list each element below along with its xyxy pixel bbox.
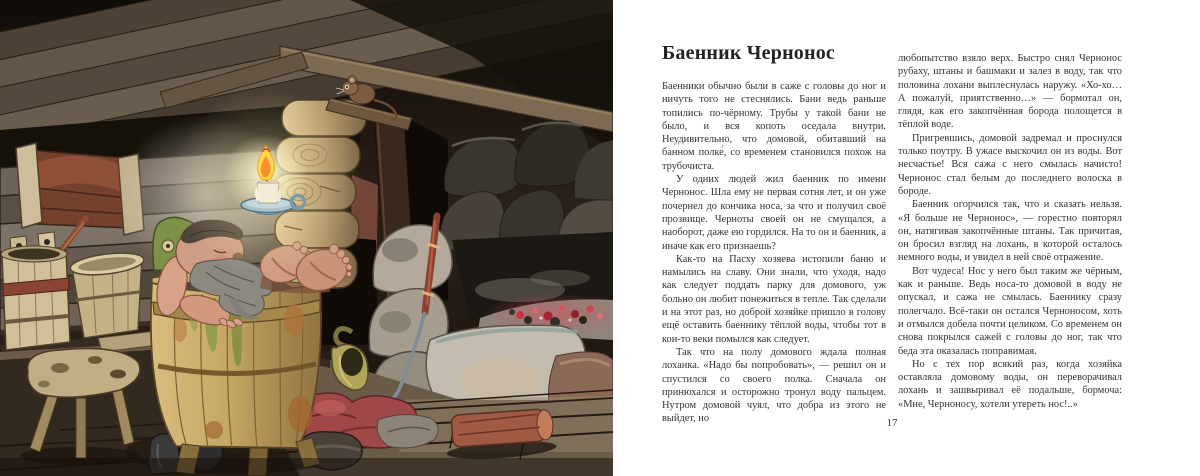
paragraph: Так что на полу домового ждала полная лоханка. «Надо бы попробовать», — решил он и спустился со своего полка. Сначала он принюхался и осторожно тронул воду пальцем. Нутром домовой чуял, что добра из этого не выйдет, но	[662, 346, 886, 425]
text-column-1	[662, 42, 886, 426]
story-title: Баенник Чернонос	[662, 42, 835, 64]
page-number: 17	[886, 417, 898, 429]
text-column-2	[898, 52, 1122, 411]
text-page	[613, 0, 1200, 476]
paragraph: Но с тех пор всякий раз, когда хозяйка оставляла домовому воды, он переворачивал лохань и зашвыривал её подальше, бормоча: «Мне, Черноносу, хотели утереть нос!..»	[898, 358, 1122, 410]
paragraph: любопытство взяло верх. Быстро снял Чернонос рубаху, штаны и башмаки и залез в воду, так что половина лохани выплеснулась наружу. «Хо-хо… А пожалуй, приятственно…» — бормотал он, глядя, как его закопчённая борода полощется в тёплой воде.	[898, 53, 1122, 131]
paragraph: Пригревшись, домовой задремал и проснулся только поутру. В ужасе выскочил он из воды. Вот несчастье! Вся сажа с него смылась начисто! Чернонос стал белым до последнего волоска в бороде.	[898, 132, 1122, 197]
paragraph: Вот чудеса! Нос у него был таким же чёрным, как и раньше. Ведь носа-то домовой в воду не опускал, и сажа не смылась. Баеннику сразу полегчало. Всё-таки он остался Черноносом, хоть и отмылся добела почти целиком. Со временем он снова покрылся сажей с головы до ног, так что беда эта оказалась поправимая.	[898, 265, 1122, 357]
paragraph: У одних людей жил баенник по имени Чернонос. Шла ему не первая сотня лет, и он уже почернел до кончика носа, за что и получил своё прозвище. Черноты своей он не смущался, а наоборот, даже ею гордился. На то он и баенник, а иначе как его признаешь?	[662, 174, 886, 252]
paragraph: Как-то на Пасху хозяева истопили баню и намылись на славу. Они знали, что уходя, надо как следует поддать парку для домового, уж больно он любит понежиться в тепле. Так сделали и на этот раз, но доброй хозяйке пришло в голову ещё оставить баеннику тёплой воды, чтобы тот в кои-то веки помылся как следует.	[662, 253, 886, 345]
bottom-shadow	[0, 458, 613, 476]
gray-cloth	[377, 414, 438, 448]
candle	[171, 87, 361, 277]
paragraph: Баенники обычно были в саже с головы до ног и ничуть того не стеснялись. Бани ведь раньше топились по-чёрному. Трубы у такой бани не было, и вся копоть оседала внутри. Неудивительно, что домовой, обитавший на банном полке́, со временем становился похож на трубочиста.	[662, 81, 886, 172]
paragraph: Баенник огорчился так, что и сказать нельзя. «Я больше не Чернонос», — горестно повторял он, натягивая закопчённые штаны. Так причитая, он бросил взгляд на лохань, в которой осталось немного воды, и увидел в ней своё отражение.	[898, 199, 1122, 264]
